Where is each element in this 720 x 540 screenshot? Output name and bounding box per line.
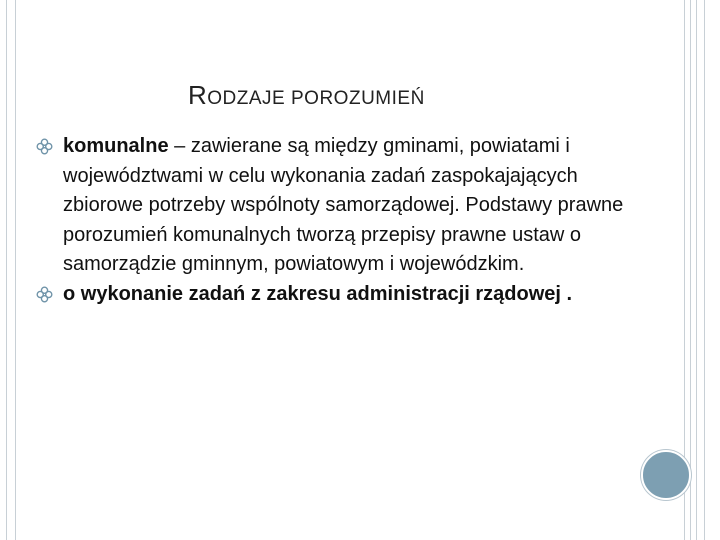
title-initial: R (188, 80, 208, 110)
list-item (36, 280, 626, 310)
right-border-frame (684, 0, 710, 540)
bullet-text: – zawierane są między gminami, powiatami i województwami w celu wykonania zadań zaspokajających zbiorowe potrzeby wspólnoty samorządowej. Podstawy prawne porozumień komunalnych tworzą przepisy prawne ustaw o samorządzie gminnym, powiatowym i wojewódzkim. (63, 135, 624, 275)
decorative-circle (641, 450, 691, 500)
list-item (36, 132, 626, 280)
left-border-frame (6, 0, 16, 540)
bullet-lead: komunalne (63, 135, 169, 157)
bullet-text: o wykonanie zadań z zakresu administracji rządowej . (63, 282, 573, 305)
flower-bullet-icon (36, 138, 53, 155)
flower-bullet-icon (36, 286, 53, 303)
slide-title (188, 80, 425, 111)
title-rest: ODZAJE POROZUMIEŃ (207, 88, 425, 109)
bullet-list (36, 132, 626, 309)
